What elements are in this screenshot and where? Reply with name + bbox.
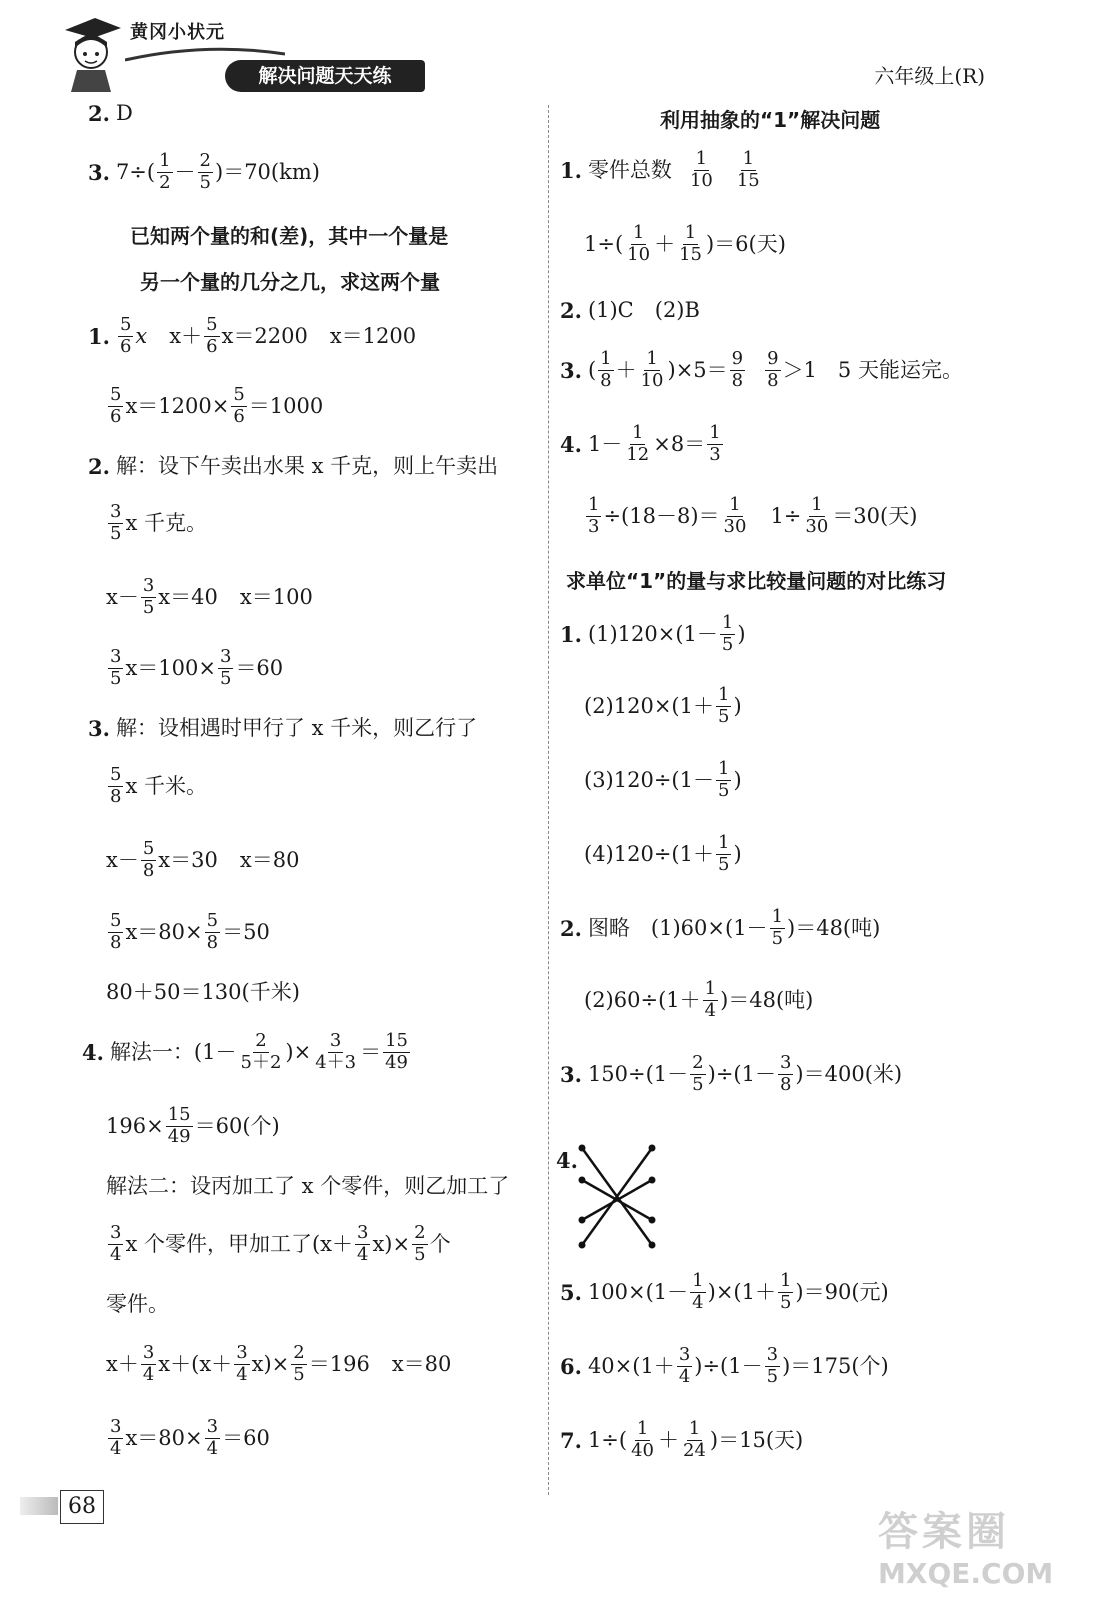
watermark-top: 答案圈 [878, 1509, 1010, 1555]
c-answer-4: 4. [556, 1148, 578, 1173]
c-answer-7: 7. 1÷( $\frac{1}{40}$ ＋ $\frac{1}{24}$ )＝15(天) [560, 1418, 804, 1461]
r-answer-1-eq: 1÷( $\frac{1}{10}$ ＋ $\frac{1}{15}$ )＝6(天) [584, 222, 786, 265]
s1-answer-3-result: $\frac{5}{8}$ x＝80× $\frac{5}{8}$ ＝50 [110, 910, 270, 953]
c-answer-3: 3. 150÷(1－ $\frac{2}{5}$ )÷(1－ $\frac{3}{8}$ )＝400(米) [560, 1052, 903, 1095]
section-title-3: 求单位“1”的量与求比较量问题的对比练习 [566, 569, 947, 593]
c-answer-1-2: (2)120×(1＋ $\frac{1}{5}$ ) [584, 684, 742, 727]
series-banner: 解决问题天天练 [225, 60, 425, 92]
s1-answer-1-step: $\frac{5}{6}$ x＝1200× $\frac{5}{6}$ ＝1000 [110, 384, 324, 427]
fraction: $\frac{1}{2}$ [159, 150, 171, 193]
section-title-1b: 另一个量的几分之几，求这两个量 [140, 270, 440, 294]
c-answer-1: 1. (1)120×(1－ $\frac{1}{5}$ ) [560, 612, 746, 655]
c-answer-5: 5. 100×(1－ $\frac{1}{4}$ )×(1＋ $\frac{1}{5}$ )＝90(元) [560, 1270, 889, 1313]
s1-answer-3-line2: $\frac{5}{8}$ x 千米。 [110, 764, 207, 807]
r-answer-4: 4. 1－ $\frac{1}{12}$ ×8＝ $\frac{1}{3}$ [560, 422, 721, 465]
r-answer-2: 2. (1)C (2)B [560, 298, 700, 323]
s1-answer-2-eq: x－ $\frac{3}{5}$ x＝40 x＝100 [106, 575, 313, 618]
column-divider [548, 105, 549, 1495]
header-logo [55, 12, 430, 94]
grade-label: 六年级上(R) [874, 64, 985, 88]
brand-title: 黄冈小状元 [130, 22, 225, 43]
s1-answer-4-method1: 196× $\frac{15}{49}$ ＝60(个) [106, 1104, 280, 1147]
section-title-2: 利用抽象的“1”解决问题 [660, 108, 881, 132]
s1-answer-1: 1. $\frac{5}{6}$ x x＋ $\frac{5}{6}$ x＝2200 x＝1200 [88, 314, 417, 357]
s1-answer-4-equation: x＋ $\frac{3}{4}$ x＋(x＋ $\frac{3}{4}$ x)× $\frac{2}{5}$ ＝196 x＝80 [106, 1342, 452, 1385]
s1-answer-3-total: 80＋50＝130(千米) [106, 980, 300, 1004]
s1-answer-4-method2-line3: 零件。 [106, 1292, 169, 1316]
s1-answer-3-eq: x－ $\frac{5}{8}$ x＝30 x＝80 [106, 838, 300, 881]
answer-3: 3. 7÷( $\frac{1}{2}$ － $\frac{2}{5}$ )＝70(km) [88, 150, 320, 193]
c-answer-1-4: (4)120÷(1＋ $\frac{1}{5}$ ) [584, 832, 742, 875]
page-number: 68 [60, 1490, 104, 1524]
s1-answer-2-result: $\frac{3}{5}$ x＝100× $\frac{3}{5}$ ＝60 [110, 646, 284, 689]
s1-answer-4-result: $\frac{3}{4}$ x＝80× $\frac{3}{4}$ ＝60 [110, 1416, 270, 1459]
section-title-1a: 已知两个量的和(差)，其中一个量是 [130, 224, 449, 248]
r-answer-3: 3. ( $\frac{1}{8}$ ＋ $\frac{1}{10}$ )×5＝ $\frac{9}{8}$ $\frac{9}{8}$ ＞1 5 天能运完。 [560, 348, 963, 391]
r-answer-4-step: $\frac{1}{3}$ ÷(18－8)＝ $\frac{1}{30}$ 1÷ $\frac{1}{30}$ ＝30(天) [588, 494, 918, 537]
s1-answer-2: 2. 解：设下午卖出水果 x 千克，则上午卖出 [88, 454, 499, 479]
s1-answer-4-method2: 解法二：设丙加工了 x 个零件，则乙加工了 [106, 1174, 510, 1198]
s1-answer-3: 3. 解：设相遇时甲行了 x 千米，则乙行了 [88, 716, 478, 741]
r-answer-1: 1. 零件总数 $\frac{1}{10}$ $\frac{1}{15}$ [560, 148, 760, 191]
s1-answer-4-method2-line2: $\frac{3}{4}$ x 个零件，甲加工了(x＋ $\frac{3}{4}$ x)× $\frac{2}{5}$ 个 [110, 1222, 451, 1265]
c-answer-6: 6. 40×(1＋ $\frac{3}{4}$ )÷(1－ $\frac{3}{5}$ )＝175(个) [560, 1344, 889, 1387]
watermark [878, 1500, 1068, 1590]
watermark-bottom: MXQE.COM [878, 1557, 1054, 1590]
matching-diagram [572, 1140, 662, 1258]
c-answer-2-2: (2)60÷(1＋ $\frac{1}{4}$ )＝48(吨) [584, 978, 814, 1021]
page-number-decoration [20, 1497, 58, 1515]
fraction: $\frac{2}{5}$ [199, 150, 211, 193]
c-answer-1-3: (3)120÷(1－ $\frac{1}{5}$ ) [584, 758, 742, 801]
s1-answer-4: 4. 解法一：(1－ $\frac{2}{5+2}$ )× $\frac{3}{4+3}$ ＝ $\frac{15}{49}$ [82, 1030, 409, 1073]
mascot-icon [55, 12, 125, 94]
c-answer-2: 2. 图略 (1)60×(1－ $\frac{1}{5}$ )＝48(吨) [560, 906, 881, 949]
answer-2: 2. D [88, 101, 133, 126]
s1-answer-2-line2: $\frac{3}{5}$ x 千克。 [110, 501, 207, 544]
